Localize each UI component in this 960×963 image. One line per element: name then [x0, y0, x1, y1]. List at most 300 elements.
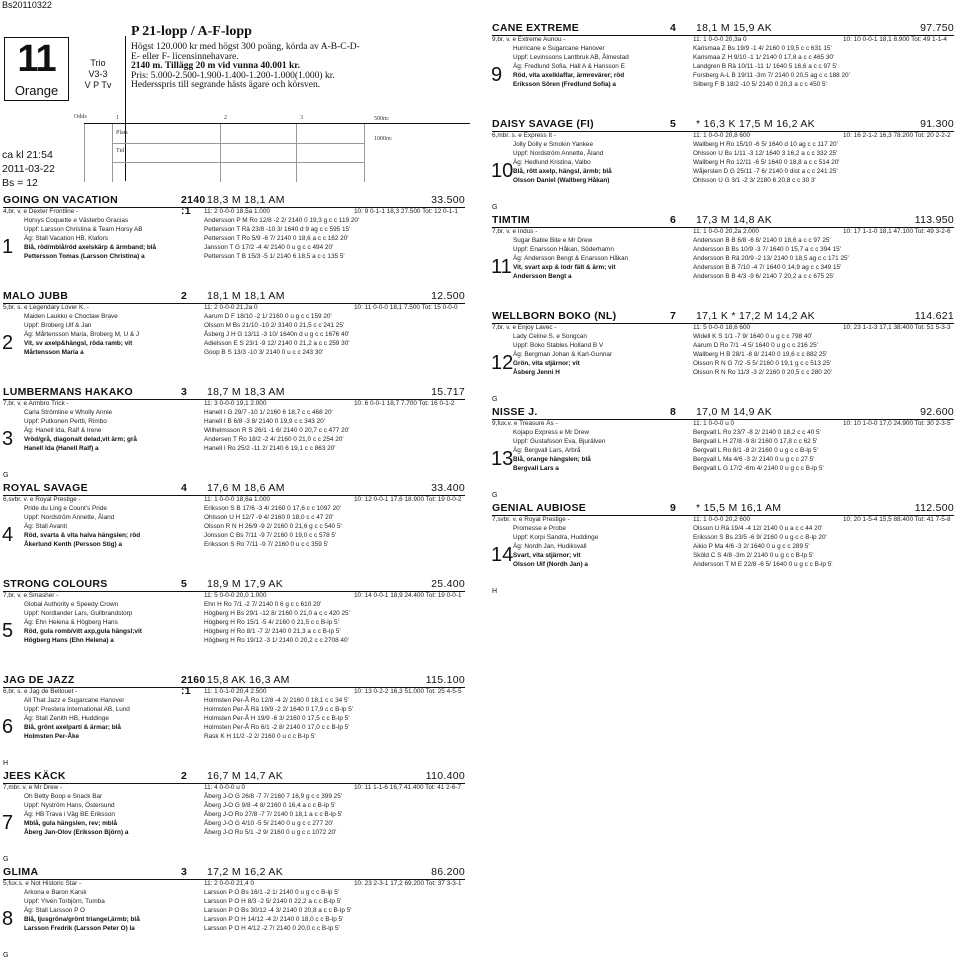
- horse-stats-year1: 11: 1 0-0-0 20,2 600: [693, 516, 751, 524]
- horse-distance: 5: [670, 118, 677, 130]
- detail-text: Röd, gula romb/vitt axp,gula hängsl;vit: [24, 628, 142, 636]
- detail-text: Röd, vita axelklaffar, ärmrevärer; röd: [513, 72, 625, 80]
- horse-detail-row: [513, 429, 821, 438]
- horse-detail-row: [513, 81, 827, 90]
- start-result: Eriksson S B 17/6 -3 4/ 2160 0 17,6 c c 1097 20': [204, 505, 341, 513]
- start-result: Larsson P O Bs 16/1 -2 1/ 2140 0 u g c c B-lp 5': [204, 889, 340, 897]
- start-result: Aikio P Ma 4/6 -3 2/ 1640 0 u g c c 289 5': [693, 543, 810, 551]
- horse-header: [492, 407, 954, 420]
- detail-text: Uppf: Larsson Christina & Team Horsy AB: [24, 226, 143, 234]
- horse-detail-row: [513, 465, 824, 474]
- start-result: Larsson P O H 4/12 -2 7/ 2140 0 20,0 c c B-lp 5': [204, 925, 340, 933]
- horse-detail-row: [24, 340, 350, 349]
- detail-text: Äg: Stall Avanti: [24, 523, 67, 531]
- horse-entry: [492, 311, 954, 405]
- detail-text: Äg: Bergvall Lars, Arbrå: [513, 447, 581, 455]
- horse-stats: [3, 688, 465, 697]
- start-result: Hanell I G 29/7 -10 1/ 2160 6 18,7 c c 468 20': [204, 409, 333, 417]
- start-result: Holmsten Per-Å Ro 12/8 -4 2/ 2160 0 18,1 c c 34 5': [204, 697, 349, 705]
- horse-earnings: 86.200: [431, 866, 465, 878]
- horse-stats: [3, 784, 465, 793]
- start-result: Andersson B B 7/10 -4 7/ 1640 0 14,9 ag c c 349 15': [693, 264, 842, 272]
- start-result: Wåjersten D G 25/11 -7 6/ 2140 0 dist a c c 241 25': [693, 168, 838, 176]
- start-result: Bergvall L H 27/8 -9 8/ 2160 0 17,8 c c 62 5': [693, 438, 818, 446]
- horse-detail-row: [24, 916, 344, 925]
- horse-entry: [3, 387, 465, 481]
- start-result: Wallberg H Ro 12/11 -6 5/ 1640 0 18,8 a c c 514 20': [693, 159, 840, 167]
- horse-stats: [492, 420, 954, 429]
- horse-breeding: 6,mbr. s. e Express It -: [492, 132, 556, 140]
- race-time-info: [2, 148, 55, 190]
- horse-breeding: 4,br. v. e Dexter Frontline -: [3, 208, 79, 216]
- horse-detail-row: [513, 438, 818, 447]
- horse-header: [3, 387, 465, 400]
- start-result: Ohlsson U H 12/7 -9 4/ 2160 0 18,0 c c 47 20': [204, 514, 334, 522]
- start-number: 5: [2, 620, 14, 642]
- horse-detail-row: [513, 273, 835, 282]
- document-id: Bs20110322: [2, 0, 52, 10]
- detail-text: Uppf: Nordström Annette, Åland: [513, 150, 604, 158]
- start-result: Olsson R N G 7/2 -5 5/ 2160 0 19,1 g c c 513 25': [693, 360, 831, 368]
- detail-text: Åsberg Jenni H: [513, 369, 560, 377]
- horse-earnings: 97.750: [920, 22, 954, 34]
- start-result: Högberg H Ro 8/1 -7 2/ 2140 0 21,3 a c c B-lp 5': [204, 628, 341, 636]
- horse-body: [3, 409, 465, 481]
- grid-1000m-label: 1000m:: [374, 136, 393, 142]
- detail-text: Oh Betty Boop e Snack Bar: [24, 793, 103, 801]
- start-result: Pettersson T B 15/3 -5 1/ 2140 6 18,5 a c c 135 5': [204, 253, 345, 261]
- start-result: Silberg F B 18/2 -10 5/ 2140 0 20,3 a c c 450 5': [693, 81, 827, 89]
- race-number-box: [4, 37, 69, 101]
- horse-header: [492, 503, 954, 516]
- horse-stats-year2: 10: 23 1-1-3 17,1 38.400 Tot: 51 5-3-3: [843, 324, 951, 332]
- horse-header: [3, 291, 465, 304]
- start-result: Andersson T M E 22/8 -6 5/ 1640 0 u g c c B-lp 5': [693, 561, 833, 569]
- detail-text: Blå, röd/mblå/röd axelskärp & ärmband; blå: [24, 244, 157, 252]
- horse-record: * 16,3 K 17,5 M 16,2 AK: [696, 118, 815, 130]
- detail-text: Hanell Ida (Hanell Ralf) a: [24, 445, 99, 453]
- detail-text: Jolly Dolly e Smokin Yankee: [513, 141, 594, 149]
- start-result: Aarum D F 18/10 -2 1/ 2160 0 u g c c 159 20': [204, 313, 332, 321]
- race-color-label: Orange: [14, 83, 59, 98]
- horse-stats-year1: 11: 1 0-0-0 18,6a 1.000: [204, 496, 270, 504]
- game-trio: Trio: [90, 58, 106, 68]
- detail-text: Äg: Stall Zenith HB, Huddinge: [24, 715, 109, 723]
- horse-detail-row: [513, 72, 850, 81]
- detail-text: Äg: Stall Larsson P O: [24, 907, 85, 915]
- horse-detail-row: [513, 456, 815, 465]
- horse-stats-year2: 10: 12 0-0-1 17,6 18.900 Tot: 19 0-0-2: [354, 496, 462, 504]
- horse-record: 17,6 M 18,6 AM: [207, 482, 285, 494]
- horse-stats: [3, 496, 465, 505]
- horse-detail-row: [24, 697, 349, 706]
- horse-detail-row: [24, 514, 334, 523]
- detail-text: Äg: HB Trava i Väg BE Eriksson: [24, 811, 115, 819]
- horse-detail-row: [24, 637, 349, 646]
- horse-detail-row: [24, 409, 333, 418]
- horse-detail-row: [513, 159, 840, 168]
- horse-detail-row: [24, 505, 341, 514]
- start-result: Jansson T G 17/2 -4 4/ 2140 0 u g c c 494 20': [204, 244, 334, 252]
- start-result: Aarum D Ro 7/1 -4 5/ 1640 0 u g c c 216 25': [693, 342, 818, 350]
- start-result: Rask K H 11/2 -2 2/ 2160 0 u c c B-lp 5': [204, 733, 316, 741]
- horse-name: CANE EXTREME: [492, 22, 580, 34]
- start-result: Bergvall L Ro 8/1 -8 2/ 2160 0 u g c c B-lp 5': [693, 447, 818, 455]
- horse-entry: [492, 119, 954, 213]
- start-result: Larsson P O H 14/12 -4 2/ 2140 0 18,0 c c B-lp 5': [204, 916, 344, 924]
- start-result: Forsberg A-L B 19/11 -3m 7/ 2140 0 20,5 ag c c 188 20': [693, 72, 850, 80]
- horse-entry: [3, 483, 465, 577]
- start-result: Ehn H Ro 7/1 -2 7/ 2140 0 6 g c c 610 20': [204, 601, 322, 609]
- horse-detail-row: [24, 244, 334, 253]
- horse-body: [492, 525, 954, 597]
- start-number: 10: [491, 160, 514, 182]
- horse-header: [3, 579, 465, 592]
- start-number: 12: [491, 352, 514, 374]
- shoe-code: G: [3, 856, 9, 863]
- detail-text: Arkona e Baron Karsk: [24, 889, 87, 897]
- start-result: Åberg J-O Ro 27/8 -7 7/ 2140 0 18,1 a c c B-lp 5': [204, 811, 343, 819]
- horse-detail-row: [513, 447, 818, 456]
- horse-detail-row: [24, 601, 322, 610]
- horse-detail-row: [24, 331, 350, 340]
- right-horse-column: [492, 23, 954, 599]
- start-result: Åberg J-O G 9/8 -4 8/ 2160 0 16,4 a c c B-lp 5': [204, 802, 336, 810]
- horse-stats-year2: 10: 14 0-0-1 18,9 24.400 Tot: 19 0-0-1: [354, 592, 462, 600]
- horse-stats-year2: 10: 11 1-1-6 16,7 41.400 Tot: 41 2-6-7: [354, 784, 462, 792]
- detail-text: Uppf: Nordlander Lars, Gullbrandstorp: [24, 610, 133, 618]
- horse-stats-year1: 11: 1 0-0-0 20,3a 0: [693, 36, 747, 44]
- horse-detail-row: [24, 313, 332, 322]
- horse-stats: [492, 516, 954, 525]
- horse-detail-row: [24, 715, 350, 724]
- horse-detail-row: [24, 829, 337, 838]
- results-grid: [74, 114, 470, 181]
- horse-detail-row: [513, 525, 823, 534]
- horse-detail-row: [513, 63, 838, 72]
- horse-detail-row: [24, 925, 340, 934]
- horse-body: [3, 697, 465, 769]
- horse-stats-year2: 10: 10 1-0-0 17,0 24.900 Tot: 30 2-3-5: [843, 420, 951, 428]
- start-number: 9: [491, 64, 503, 86]
- horse-earnings: 115.100: [425, 674, 465, 686]
- game-v3: V3-3: [88, 69, 108, 79]
- grid-odds-label: Odds: [74, 114, 87, 120]
- horse-earnings: 12.500: [431, 290, 465, 302]
- detail-text: Bergvall Lars a: [513, 465, 559, 473]
- start-result: Åberg J-O G 26/8 -7 7/ 2160 7 16,9 g c c 399 25': [204, 793, 342, 801]
- horse-stats-year1: 11: 2 0-0-0 18,5a 1.000: [204, 208, 270, 216]
- horse-detail-row: [513, 333, 813, 342]
- horse-detail-row: [24, 217, 360, 226]
- horse-record: * 15,5 M 16,1 AM: [696, 502, 782, 514]
- horse-detail-row: [24, 733, 316, 742]
- horse-entry: [3, 675, 465, 769]
- start-result: Åberg J-O G 4/10 -5 5/ 2140 0 u g c c 277 20': [204, 820, 334, 828]
- horse-body: [3, 793, 465, 865]
- start-number: 4: [2, 524, 14, 546]
- detail-text: Uppf: Nyström Hans, Östersund: [24, 802, 115, 810]
- horse-distance: 8: [670, 406, 677, 418]
- horse-stats: [3, 400, 465, 409]
- horse-detail-row: [513, 543, 810, 552]
- horse-record: 17,1 K * 17,2 M 14,2 AK: [696, 310, 815, 322]
- start-result: Hanell I Ro 25/2 -11 2/ 2140 6 19,1 c c 863 20': [204, 445, 336, 453]
- horse-detail-row: [24, 628, 341, 637]
- detail-text: Uppf: Gustafsson Eva, Bjurälven: [513, 438, 606, 446]
- horse-record: 16,7 M 14,7 AK: [207, 770, 283, 782]
- horse-earnings: 113.950: [914, 214, 954, 226]
- game-vp: V P Tv: [84, 80, 112, 90]
- start-result: Wallberg H B 28/1 -8 8/ 2140 0 19,6 c c 882 25': [693, 351, 828, 359]
- shoe-code: G: [492, 204, 498, 211]
- horse-entry: [492, 215, 954, 309]
- race-date: 2011-03-22: [2, 163, 55, 175]
- horse-entry: [3, 867, 465, 961]
- detail-text: Högberg Hans (Ehn Helena) a: [24, 637, 114, 645]
- horse-stats: [3, 304, 465, 313]
- horse-entry: [492, 407, 954, 501]
- horse-stats-year2: 10: 17 1-1-0 18,1 47.100 Tot: 49 3-2-6: [843, 228, 951, 236]
- start-result: Larsson P O H 8/3 -2 5/ 2140 0 22,2 a c c B-lp 5': [204, 898, 342, 906]
- race-title: P 21-lopp / A-F-lopp: [131, 24, 252, 39]
- horse-detail-row: [24, 619, 339, 628]
- race-header: [131, 25, 471, 91]
- horse-distance: 4: [670, 22, 677, 34]
- horse-stats-year1: 11: 5 0-0-0 20,0 1.000: [204, 592, 267, 600]
- horse-distance: 5: [181, 578, 188, 590]
- detail-text: Uppf: Prestera International AB, Lund: [24, 706, 130, 714]
- horse-detail-row: [513, 255, 849, 264]
- horse-stats-year2: 10: 13 0-2-2 16,3 51.000 Tot: 25 4-5-5: [354, 688, 462, 696]
- horse-breeding: 9,br. v. e Extreme Aunou -: [492, 36, 566, 44]
- horse-body: [3, 505, 465, 577]
- detail-text: Åberg Jan-Olov (Eriksson Björn) a: [24, 829, 129, 837]
- horse-name: ROYAL SAVAGE: [3, 482, 88, 494]
- horse-name: STRONG COLOURS: [3, 578, 108, 590]
- horse-entry: [492, 503, 954, 597]
- start-number: 14: [491, 544, 514, 566]
- horse-detail-row: [24, 724, 350, 733]
- detail-text: Promesse e Probe: [513, 525, 566, 533]
- start-result: Andersson B B 6/8 -6 8/ 2140 0 18,6 a c c 97 25': [693, 237, 831, 245]
- race-info-line: Högst 120.000 kr med högst 300 poäng, körda av A-B-C-D-: [131, 42, 360, 52]
- horse-stats: [492, 36, 954, 45]
- horse-breeding: 7,svbr. v. e Royal Prestige -: [492, 516, 570, 524]
- horse-breeding: 7,br. v. e Indus -: [492, 228, 538, 236]
- horse-stats-year2: 10: 16 2-1-2 16,3 78.200 Tot: 20 2-2-2: [843, 132, 951, 140]
- horse-detail-row: [24, 820, 334, 829]
- start-result: Holmsten Per-Å Ro 6/1 -2 8/ 2140 0 17,0 c c B-lp 5': [204, 724, 350, 732]
- horse-breeding: 5,br. s. e Legendary Lover K. -: [3, 304, 89, 312]
- start-result: Olsson U Rä 19/4 -4 12/ 2140 0 u a c c 44 20': [693, 525, 823, 533]
- horse-record: 17,2 M 16,2 AK: [207, 866, 283, 878]
- detail-text: Vit, sv axelp&hängsl, röda ramb; vit: [24, 340, 133, 348]
- start-result: Andersson B Rä 20/9 -2 13/ 2140 0 18,5 ag c c 171 25': [693, 255, 849, 263]
- horse-detail-row: [24, 706, 353, 715]
- horse-detail-row: [24, 253, 345, 262]
- start-result: Holmsten Per-Å Rä 19/9 -2 2/ 1640 0 17,9 c c B-lp 5': [204, 706, 353, 714]
- start-result: Widell K S 1/1 -7 9/ 1640 0 u g c c 798 40': [693, 333, 813, 341]
- detail-text: Pride du Ling e Count's Pride: [24, 505, 107, 513]
- horse-breeding: 7,br. v. e Smasher -: [3, 592, 59, 600]
- start-result: Bergvall L G 17/2 -6m 4/ 2140 0 u g c c B-lp 5': [693, 465, 824, 473]
- horse-detail-row: [513, 360, 831, 369]
- start-number: 11: [491, 256, 512, 278]
- detail-text: Äg: Nordh Jan, Hudiksvall: [513, 543, 587, 551]
- horse-stats-year1: 11: 1 0-0-0 u 0: [693, 420, 735, 428]
- horse-earnings: 92.600: [920, 406, 954, 418]
- start-result: Eriksson S Ro 7/11 -9 7/ 2160 0 u c c 359 5': [204, 541, 329, 549]
- horse-earnings: 91.300: [920, 118, 954, 130]
- horse-distance: 3: [181, 386, 188, 398]
- horse-entry: [492, 23, 954, 117]
- horse-record: 17,3 M 14,8 AK: [696, 214, 772, 226]
- horse-detail-row: [513, 552, 814, 561]
- horse-stats: [3, 592, 465, 601]
- horse-detail-row: [24, 811, 343, 820]
- horse-breeding: 6,svbr. v. e Royal Prestige -: [3, 496, 81, 504]
- start-number: 3: [2, 428, 14, 450]
- horse-detail-row: [513, 141, 838, 150]
- start-result: Olsson R N Ro 11/3 -3 2/ 2160 0 20,5 c c 280 20': [693, 369, 832, 377]
- start-result: Jonsson C Bs 7/11 -9 7/ 2160 0 19,0 c c 578 5': [204, 532, 337, 540]
- race-time: ca kl 21:54: [2, 149, 53, 161]
- start-number: 13: [491, 448, 514, 470]
- detail-text: Blå, ljusgröna/grönt triangel,ärmb; blå: [24, 916, 140, 924]
- detail-text: Olsson Ulf (Nordh Jan) a: [513, 561, 588, 569]
- horse-stats: [3, 880, 465, 889]
- horse-detail-row: [513, 168, 838, 177]
- horse-record: 17,0 M 14,9 AK: [696, 406, 772, 418]
- start-result: Pettersson T Ro 5/9 -6 7/ 2140 0 18,6 a c c 162 20': [204, 235, 349, 243]
- start-result: Olsson R N H 26/9 -9 2/ 2160 0 21,6 g c c 540 5': [204, 523, 342, 531]
- race-info-line: 2140 m. Tillägg 20 m vid vunna 40.001 kr.: [131, 61, 301, 72]
- horse-body: [3, 313, 465, 385]
- detail-text: Uppf: Nordström Annette, Åland: [24, 514, 115, 522]
- horse-breeding: 5,fux.s. e Not Historic Star -: [3, 880, 82, 888]
- horse-stats-year1: 11: 5 0-0-0 18,6 600: [693, 324, 751, 332]
- horse-detail-row: [513, 54, 835, 63]
- horse-name: LUMBERMANS HAKAKO: [3, 386, 133, 398]
- horse-breeding: 7,br. v. e Enjoy Lavec -: [492, 324, 557, 332]
- horse-distance: 2: [181, 290, 188, 302]
- race-info-line: Hedersspris till segrande hästs ägare och körsven.: [131, 80, 321, 91]
- detail-text: Eriksson Sören (Fredlund Sofia) a: [513, 81, 616, 89]
- start-result: Högberg H Ro 19/12 -3 1/ 2140 0 20,2 c c 2708 40': [204, 637, 349, 645]
- detail-text: Uppf: Putkonen Pertti, Rimbo: [24, 418, 107, 426]
- horse-stats-year1: 11: 1 0-0-0 20,2a 2.000: [693, 228, 759, 236]
- horse-stats-year1: 11: 1 0-0-0 20,8 600: [693, 132, 751, 140]
- horse-name: NISSE J.: [492, 406, 538, 418]
- horse-detail-row: [513, 45, 832, 54]
- horse-stats-year2: 10: 20 1-5-4 15,5 88.400 Tot: 41 7-5-8: [843, 516, 951, 524]
- detail-text: Äg: Ehn Helena & Högberg Hans: [24, 619, 118, 627]
- grid-plats-label: Plats: [116, 130, 128, 136]
- detail-text: Pettersson Tomas (Larsson Christina) a: [24, 253, 145, 261]
- start-result: Pettersson T Rä 23/8 -10 3/ 1640 d 9 ag c c 595 15': [204, 226, 351, 234]
- horse-distance: 2160 :1: [181, 674, 206, 697]
- start-result: Åberg J-O Ro 5/1 -2 9/ 2160 0 u g c c 1072 20': [204, 829, 337, 837]
- start-result: Andersen T Ro 18/2 -2 4/ 2160 0 21,0 c c 254 20': [204, 436, 344, 444]
- horse-earnings: 114.621: [914, 310, 954, 322]
- detail-text: Global Authority e Speedy Crown: [24, 601, 119, 609]
- detail-text: Olsson Daniel (Wallberg Håkan): [513, 177, 610, 185]
- detail-text: Hurricane e Sugarcane Hanover: [513, 45, 605, 53]
- grid-col-2: 2: [224, 115, 227, 121]
- start-result: Åsberg J H G 13/11 -3 10/ 1640n d u g c c 1676 40': [204, 331, 350, 339]
- horse-body: [3, 217, 465, 289]
- detail-text: Äg: Bergman Johan & Karl-Gunnar: [513, 351, 613, 359]
- horse-body: [492, 141, 954, 213]
- horse-earnings: 33.500: [431, 194, 465, 206]
- start-number: 1: [2, 236, 14, 258]
- start-result: Sköld C S 4/8 -3m 2/ 2140 0 u g c c B-lp 5': [693, 552, 814, 560]
- horse-record: 18,7 M 18,3 AM: [207, 386, 285, 398]
- grid-col-1: 1: [116, 115, 119, 121]
- horse-detail-row: [513, 369, 832, 378]
- horse-stats-year2: 10: 10 0-0-1 18,1 8.900 Tot: 49 1-1-4: [843, 36, 947, 44]
- detail-text: Andersson Bengt a: [513, 273, 572, 281]
- start-result: Wilhelmsson R S 26/1 -1 6/ 2140 0 20,7 c c 477 20': [204, 427, 350, 435]
- detail-text: All That Jazz e Sugarcane Hanover: [24, 697, 125, 705]
- detail-text: Uppf: Boko Stables Holland B V: [513, 342, 604, 350]
- shoe-code: H: [3, 760, 9, 767]
- horse-header: [492, 215, 954, 228]
- detail-text: Äg: Hedlund Kristina, Valbo: [513, 159, 591, 167]
- horse-earnings: 110.400: [425, 770, 465, 782]
- horse-detail-row: [513, 351, 828, 360]
- horse-stats-year2: 10: 9 0-1-1 18,3 27.500 Tot: 12 0-1-1: [354, 208, 458, 216]
- detail-text: Mårtensson Maria a: [24, 349, 84, 357]
- start-result: Ohlsson U G 3/1 -2 3/ 2180 6 20,8 c c 30 3': [693, 177, 816, 185]
- horse-name: MALO JUBB: [3, 290, 69, 302]
- detail-text: Carla Strömline e Wholly Annie: [24, 409, 113, 417]
- horse-record: 18,3 M 18,1 AM: [207, 194, 285, 206]
- horse-body: [3, 601, 465, 673]
- horse-detail-row: [513, 237, 831, 246]
- horse-name: DAISY SAVAGE (FI): [492, 118, 594, 130]
- grid-500m-label: 500m:: [374, 116, 390, 122]
- horse-name: TIMTIM: [492, 214, 530, 226]
- horse-distance: 3: [181, 866, 188, 878]
- horse-header: [3, 771, 465, 784]
- horse-detail-row: [24, 610, 350, 619]
- horse-record: 15,8 AK 16,3 AM: [207, 674, 290, 686]
- horse-name: JEES KÄCK: [3, 770, 66, 782]
- horse-name: JAG DE JAZZ: [3, 674, 75, 686]
- horse-distance: 6: [670, 214, 677, 226]
- start-result: Karismaa Z H 9/10 -1 1/ 2140 0 17,8 a c c 465 30': [693, 54, 835, 62]
- horse-detail-row: [24, 541, 329, 550]
- horse-detail-row: [24, 427, 350, 436]
- detail-text: Vröd/grå, diagonalt delad,vit ärm; grå: [24, 436, 137, 444]
- horse-body: [492, 429, 954, 501]
- horse-header: [492, 23, 954, 36]
- horse-detail-row: [24, 532, 337, 541]
- horse-breeding: 7,br. v. e Armbro Trick -: [3, 400, 69, 408]
- start-result: Wallberg H Ro 15/10 -6 5/ 1640 d 10 ag c c 117 20': [693, 141, 838, 149]
- horse-detail-row: [513, 561, 833, 570]
- detail-text: Uppf: Enarsson Håkan, Söderhamn: [513, 246, 614, 254]
- start-result: Larsson P O Bs 30/12 -4 3/ 2140 0 20,8 a c c B-lp 5': [204, 907, 352, 915]
- start-number: 8: [2, 908, 14, 930]
- horse-entry: [3, 771, 465, 865]
- horse-name: GLIMA: [3, 866, 39, 878]
- horse-record: 18,1 M 18,1 AM: [207, 290, 285, 302]
- start-result: Adielsson E S 23/1 -9 12/ 2140 0 21,2 a c c 259 30': [204, 340, 350, 348]
- start-result: Högberg H Ro 15/1 -5 4/ 2160 0 21,5 c c B-lp 5': [204, 619, 339, 627]
